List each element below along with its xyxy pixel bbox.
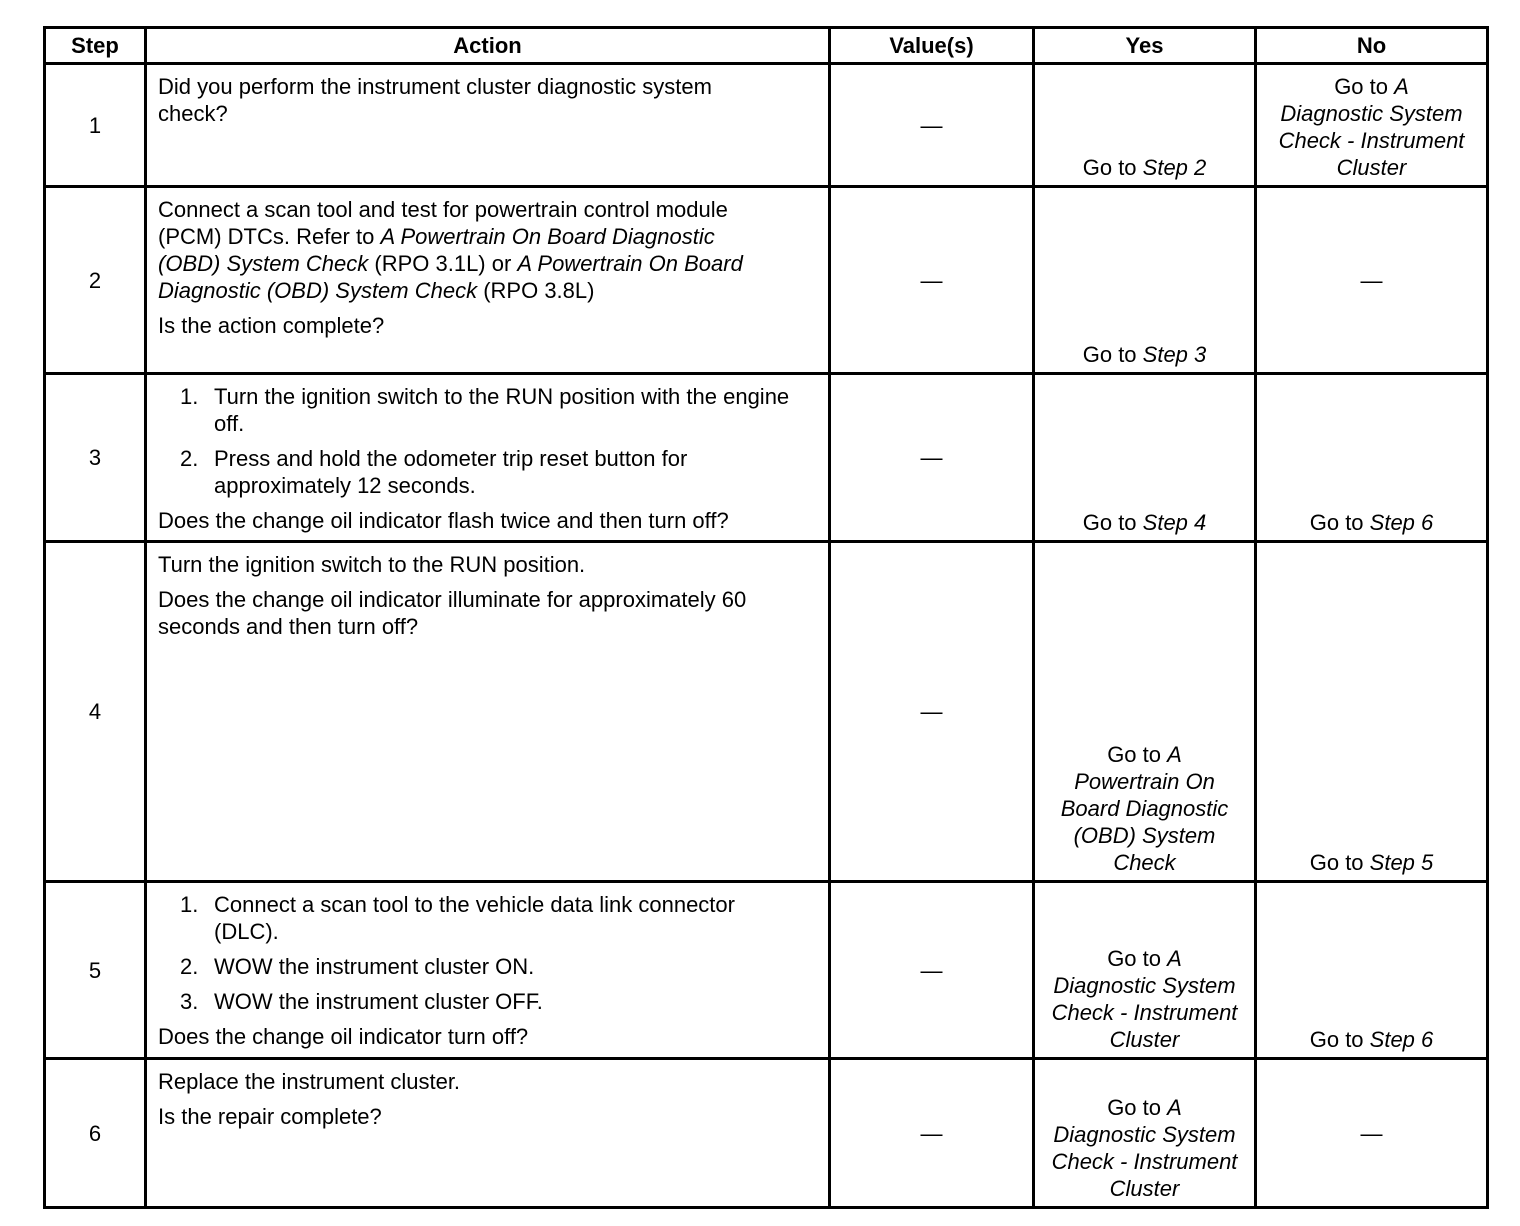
yes-cell: [1034, 542, 1256, 882]
no-prefix: Go to: [1309, 1027, 1370, 1052]
no-link[interactable]: Step 6: [1369, 510, 1434, 535]
action-text: Replace the instrument cluster.: [158, 1069, 461, 1094]
step-number: 5: [45, 882, 146, 1059]
yes-link[interactable]: Diagnostic System Check - Instrument Cluster: [1051, 973, 1238, 1052]
no-prefix: Go to: [1309, 510, 1370, 535]
list-number: 2.: [180, 954, 199, 979]
value-cell: —: [830, 187, 1034, 374]
no-link-a[interactable]: A: [1394, 74, 1409, 99]
no-cell: [1256, 542, 1488, 882]
yes-prefix: Go to: [1082, 510, 1143, 535]
header-no: No: [1256, 28, 1488, 64]
action-cell: [146, 1059, 830, 1208]
yes-link[interactable]: Step 2: [1142, 155, 1207, 180]
list-text: Press and hold the odometer trip reset button for approximately 12 seconds.: [214, 446, 688, 498]
list-number: 3.: [180, 989, 199, 1014]
action-question: Does the change oil indicator turn off?: [158, 1024, 529, 1049]
no-link[interactable]: Step 6: [1369, 1027, 1434, 1052]
value-cell: —: [830, 882, 1034, 1059]
action-text-part: Connect a scan tool and test for powertrain control module (PCM) DTCs. Refer to: [158, 197, 728, 249]
value-cell: —: [830, 374, 1034, 542]
table-row: [45, 64, 1488, 187]
yes-link[interactable]: Diagnostic System Check - Instrument Cluster: [1051, 1122, 1238, 1201]
header-step: Step: [45, 28, 146, 64]
action-question: Is the repair complete?: [158, 1104, 382, 1129]
value-cell: —: [830, 64, 1034, 187]
header-values: Value(s): [830, 28, 1034, 64]
action-cell: [146, 187, 830, 374]
yes-prefix: Go to: [1107, 742, 1168, 767]
yes-link[interactable]: Step 4: [1142, 510, 1207, 535]
yes-link-a[interactable]: A: [1167, 1095, 1182, 1120]
yes-prefix: Go to: [1107, 946, 1168, 971]
yes-cell: [1034, 64, 1256, 187]
list-text: Turn the ignition switch to the RUN position with the engine off.: [214, 384, 790, 436]
list-number: 1.: [180, 384, 199, 409]
no-cell: —: [1256, 1059, 1488, 1208]
step-number: 6: [45, 1059, 146, 1208]
action-steps: [158, 891, 738, 1015]
step-number: 2: [45, 187, 146, 374]
yes-cell: [1034, 882, 1256, 1059]
step-number: 3: [45, 374, 146, 542]
no-cell: [1256, 64, 1488, 187]
action-cell: [146, 374, 830, 542]
table-row: [45, 1059, 1488, 1208]
list-text: WOW the instrument cluster ON.: [214, 954, 535, 979]
no-link[interactable]: Diagnostic System Check - Instrument Cluster: [1278, 101, 1465, 180]
list-text: Connect a scan tool to the vehicle data link connector (DLC).: [214, 892, 735, 944]
action-text: Did you perform the instrument cluster diagnostic system check?: [158, 74, 712, 126]
table-row: [45, 374, 1488, 542]
action-question: Is the action complete?: [158, 313, 385, 338]
action-question: Does the change oil indicator flash twice and then turn off?: [158, 508, 729, 533]
action-cell: [146, 64, 830, 187]
reference-link[interactable]: A Powertrain On Board Diagnostic (OBD) System Check: [158, 251, 743, 303]
table-row: [45, 542, 1488, 882]
no-cell: [1256, 882, 1488, 1059]
value-cell: —: [830, 1059, 1034, 1208]
no-cell: [1256, 374, 1488, 542]
action-steps: [158, 383, 820, 499]
action-text: [158, 196, 778, 304]
no-prefix: Go to: [1334, 74, 1395, 99]
yes-cell: [1034, 374, 1256, 542]
action-cell: [146, 882, 830, 1059]
table-row: [45, 882, 1488, 1059]
value-cell: —: [830, 542, 1034, 882]
step-number: 4: [45, 542, 146, 882]
list-item: [158, 988, 738, 1015]
header-row: [45, 28, 1488, 64]
action-cell: [146, 542, 830, 882]
yes-link[interactable]: Step 3: [1142, 342, 1207, 367]
list-text: WOW the instrument cluster OFF.: [214, 989, 543, 1014]
yes-cell: [1034, 1059, 1256, 1208]
no-prefix: Go to: [1309, 850, 1370, 875]
table-row: [45, 187, 1488, 374]
list-item: [158, 953, 738, 980]
yes-link-a[interactable]: A: [1167, 742, 1182, 767]
header-yes: Yes: [1034, 28, 1256, 64]
list-item: [158, 891, 738, 945]
yes-prefix: Go to: [1107, 1095, 1168, 1120]
yes-prefix: Go to: [1082, 155, 1143, 180]
action-text-part: (RPO 3.1L) or: [368, 251, 518, 276]
list-item: [158, 383, 820, 437]
no-cell: —: [1256, 187, 1488, 374]
step-number: 1: [45, 64, 146, 187]
action-question: Does the change oil indicator illuminate for approximately 60 seconds and then turn off?: [158, 587, 747, 639]
yes-link[interactable]: Powertrain On Board Diagnostic (OBD) System Check: [1060, 769, 1229, 875]
list-number: 2.: [180, 446, 199, 471]
no-link[interactable]: Step 5: [1369, 850, 1434, 875]
yes-cell: [1034, 187, 1256, 374]
list-item: [158, 445, 820, 499]
diagnostic-table: [43, 26, 1489, 1209]
list-number: 1.: [180, 892, 199, 917]
yes-prefix: Go to: [1082, 342, 1143, 367]
action-text-part: (RPO 3.8L): [477, 278, 595, 303]
action-text: Turn the ignition switch to the RUN position.: [158, 552, 586, 577]
reference-link[interactable]: A Powertrain On Board Diagnostic (OBD) System Check: [158, 224, 715, 276]
yes-link-a[interactable]: A: [1167, 946, 1182, 971]
header-action: Action: [146, 28, 830, 64]
